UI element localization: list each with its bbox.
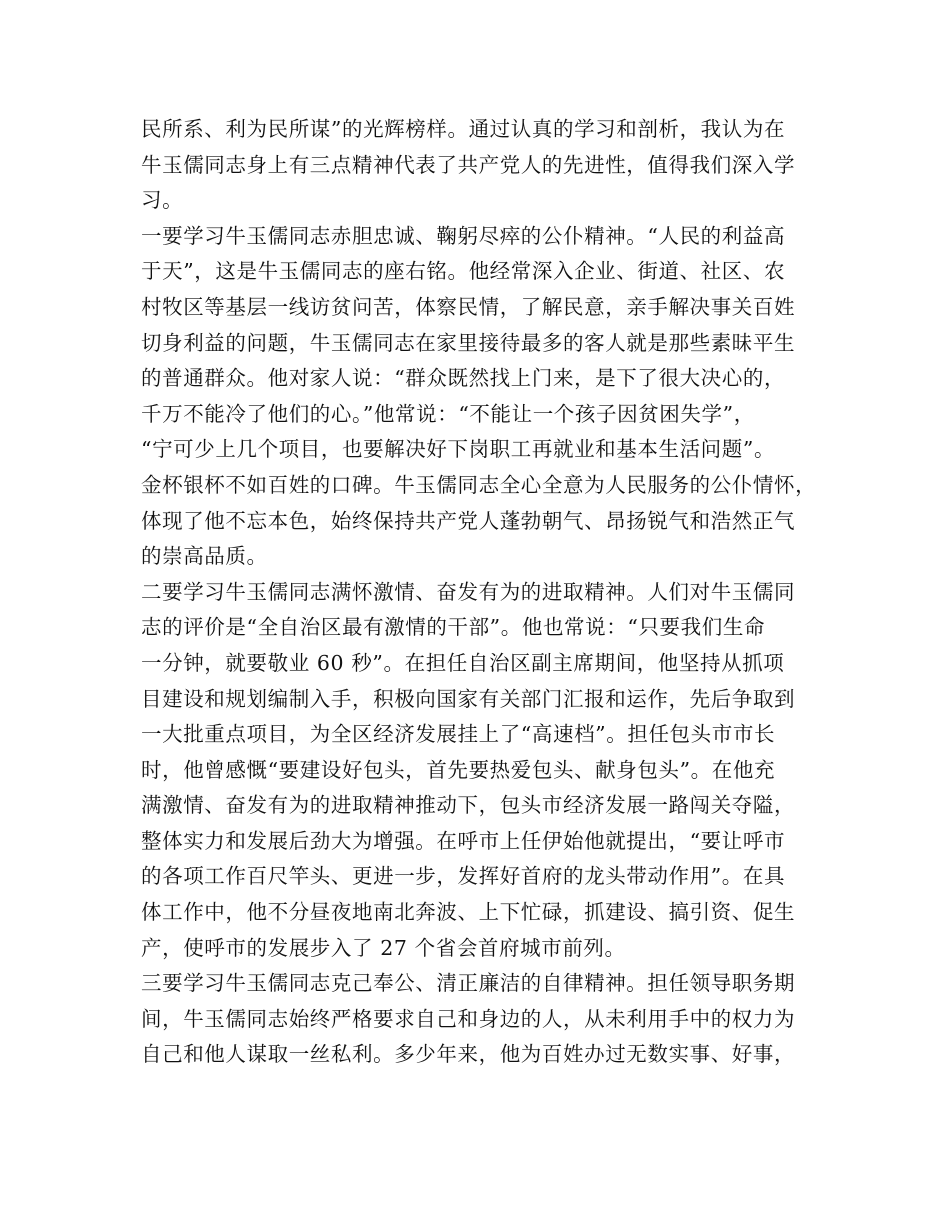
text-line: 村牧区等基层一线访贫问苦，体察民情，了解民意，亲手解决事关百姓: [141, 294, 796, 319]
text-line: 体工作中，他不分昼夜地南北奔波、上下忙碌，抓建设、搞引资、促生: [141, 900, 796, 925]
text-line: 牛玉儒同志身上有三点精神代表了共产党人的先进性，值得我们深入学: [141, 152, 796, 177]
text-line: 的各项工作百尺竿头、更进一步，发挥好首府的龙头带动作用”。在具: [141, 864, 786, 889]
text-line: 习。: [141, 188, 184, 213]
text-line: 二要学习牛玉儒同志满怀激情、奋发有为的进取精神。人们对牛玉儒同: [141, 579, 796, 604]
text-line: 志的评价是“全自治区最有激情的干部”。他也常说：“只要我们生命: [141, 615, 766, 640]
text-line: 的普通群众。他对家人说：“群众既然找上门来，是下了很大决心的，: [141, 366, 786, 391]
text-line: 时，他曾感慨“要建设好包头，首先要热爱包头、献身包头”。在他充: [141, 757, 776, 782]
text-line: 间，牛玉儒同志始终严格要求自己和身边的人，从未利用手中的权力为: [141, 1006, 796, 1031]
text-line: 金杯银杯不如百姓的口碑。牛玉儒同志全心全意为人民服务的公仆情怀，: [141, 472, 817, 497]
text-line: 自己和他人谋取一丝私利。多少年来，他为百姓办过无数实事、好事，: [141, 1042, 796, 1067]
text-line: 一要学习牛玉儒同志赤胆忠诚、鞠躬尽瘁的公仆精神。“人民的利益高: [141, 223, 786, 248]
text-line: 的崇高品质。: [141, 544, 268, 569]
text-line: 体现了他不忘本色，始终保持共产党人蓬勃朝气、昂扬锐气和浩然正气: [141, 508, 796, 533]
text-line: 产，使呼市的发展步入了 27 个省会首府城市前列。: [141, 935, 626, 960]
text-line: 整体实力和发展后劲大为增强。在呼市上任伊始他就提出，“要让呼市: [141, 828, 786, 853]
text-line: 于天”，这是牛玉儒同志的座右铭。他经常深入企业、街道、社区、农: [141, 259, 786, 284]
text-line: 切身利益的问题，牛玉儒同志在家里接待最多的客人就是那些素昧平生: [141, 330, 796, 355]
body-text: [141, 112, 826, 1073]
text-line: 千万不能冷了他们的心。”他常说：“不能让一个孩子因贫困失学”，: [141, 401, 755, 426]
text-line: 民所系、利为民所谋”的光辉榜样。通过认真的学习和剖析，我认为在: [141, 117, 786, 141]
text-line: 目建设和规划编制入手，积极向国家有关部门汇报和运作，先后争取到: [141, 686, 796, 711]
text-line: 一大批重点项目，为全区经济发展挂上了“高速档”。担任包头市市长: [141, 722, 776, 747]
text-line: 三要学习牛玉儒同志克己奉公、清正廉洁的自律精神。担任领导职务期: [141, 971, 796, 996]
text-line: 满激情、奋发有为的进取精神推动下，包头市经济发展一路闯关夺隘，: [141, 793, 796, 818]
text-line: 一分钟，就要敬业 60 秒”。在担任自治区副主席期间，他坚持从抓项: [141, 650, 785, 675]
text-line: “宁可少上几个项目，也要解决好下岗职工再就业和基本生活问题”。: [141, 437, 776, 462]
